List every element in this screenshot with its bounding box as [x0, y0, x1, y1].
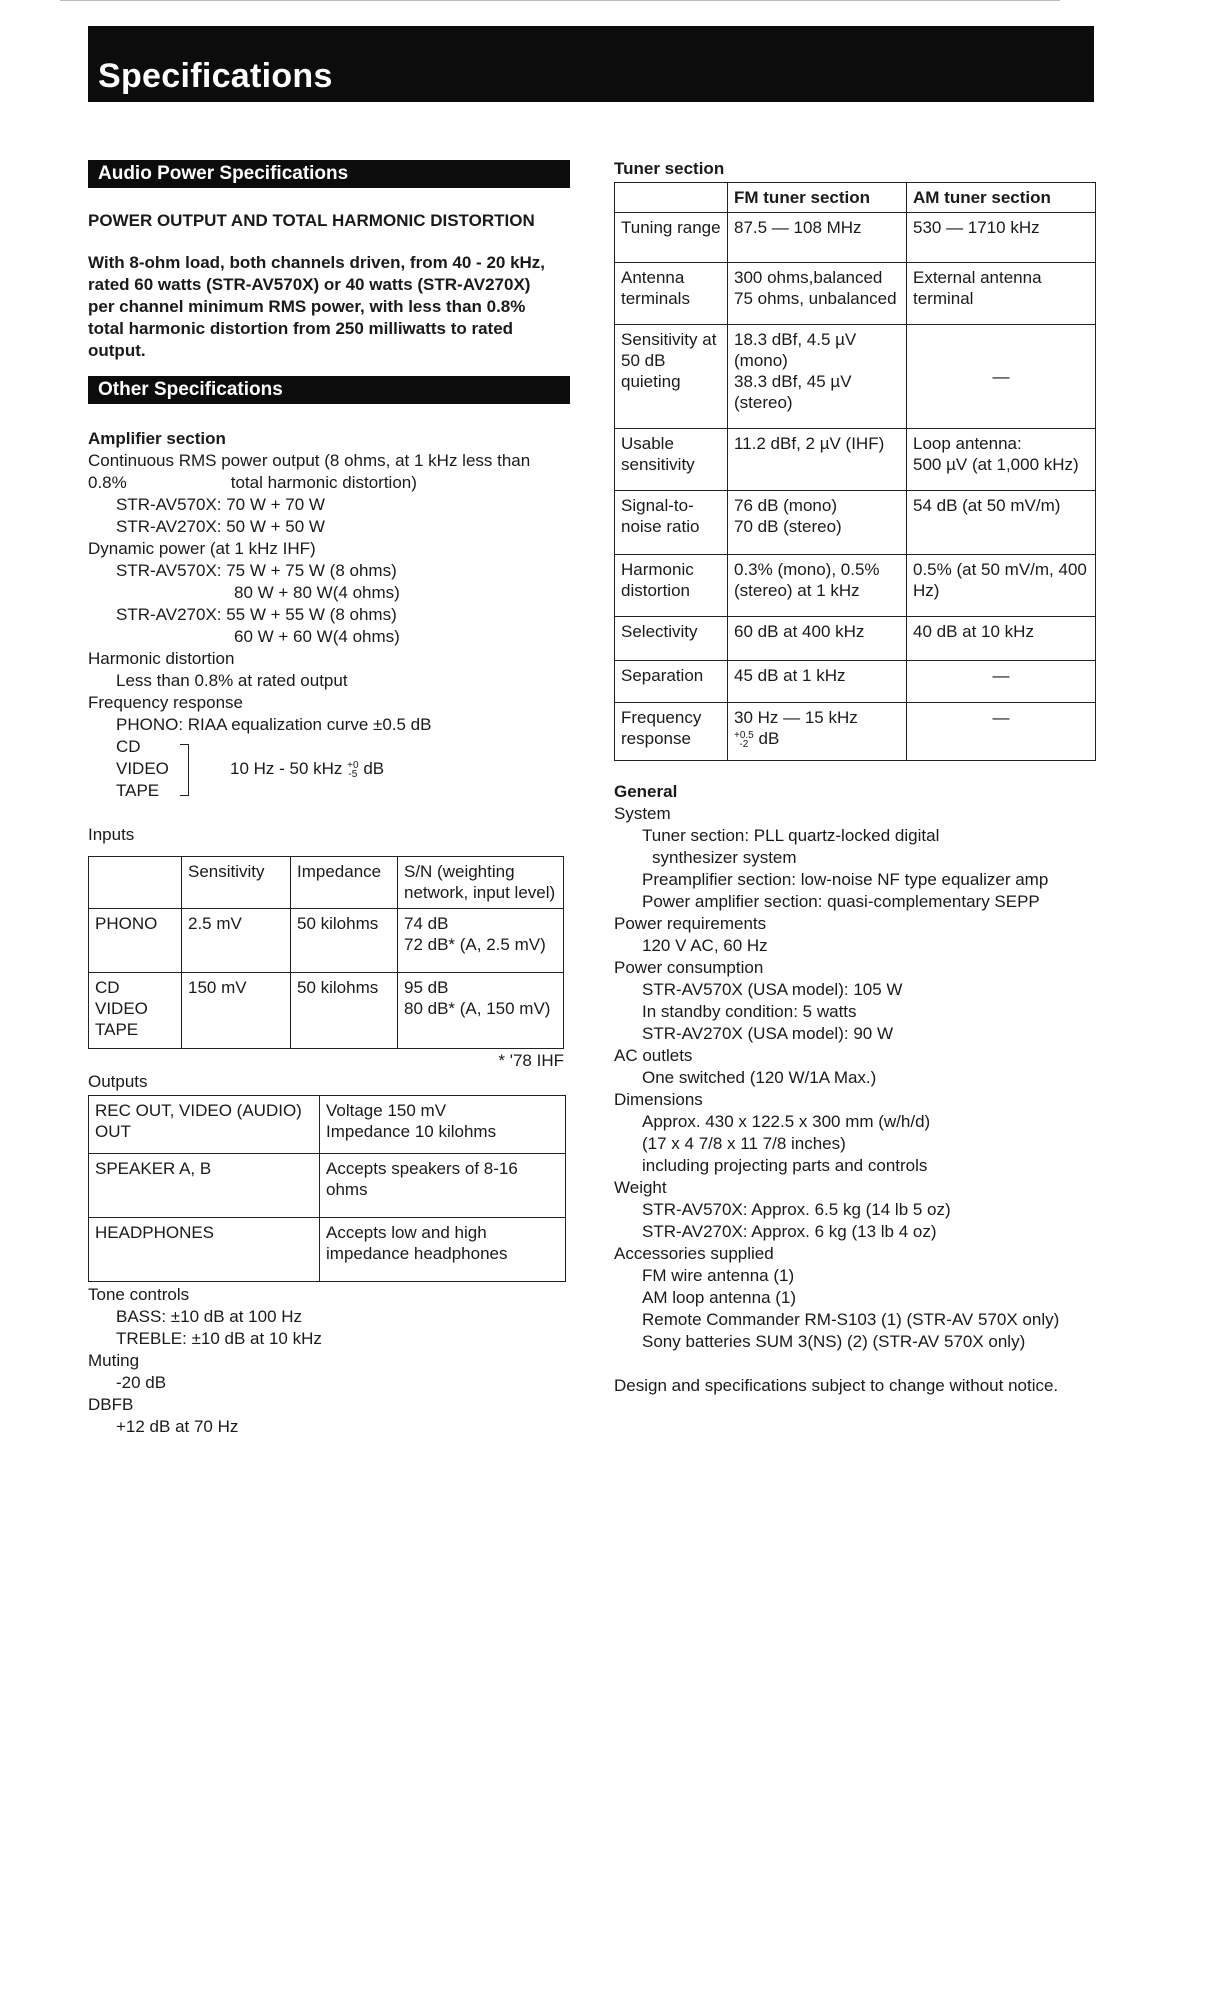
table-cell: Loop antenna: 500 µV (at 1,000 kHz): [907, 429, 1096, 491]
table-cell: —: [907, 703, 1096, 761]
top-rule: [60, 0, 1060, 1]
table-row: [615, 263, 1096, 325]
table-header: [89, 857, 182, 909]
spec-line: Less than 0.8% at rated output: [116, 671, 348, 690]
table-cell: 11.2 dBf, 2 µV (IHF): [728, 429, 907, 491]
table-row: [89, 973, 564, 1049]
table-header: S/N (weighting network, input level): [398, 857, 564, 909]
freq-response-group: [88, 736, 570, 804]
spec-line: System: [614, 804, 671, 823]
audio-power-bar: Audio Power Specifications: [88, 160, 570, 188]
spec-line: STR-AV570X: Approx. 6.5 kg (14 lb 5 oz): [642, 1200, 951, 1219]
spec-line: 60 W + 60 W(4 ohms): [234, 627, 400, 646]
table-cell: 18.3 dBf, 4.5 µV (mono) 38.3 dBf, 45 µV (stereo): [728, 325, 907, 429]
table-row: [89, 1154, 566, 1218]
table-cell: 87.5 — 108 MHz: [728, 213, 907, 263]
table-cell: Accepts speakers of 8-16 ohms: [320, 1154, 566, 1218]
table-cell: Selectivity: [615, 617, 728, 661]
spec-line: -20 dB: [116, 1373, 167, 1392]
spec-text: VIDEO: [116, 759, 169, 778]
spec-line: STR-AV570X: 70 W + 70 W: [116, 495, 325, 514]
spec-line: including projecting parts and controls: [642, 1156, 928, 1175]
table-cell: CD VIDEO TAPE: [89, 973, 182, 1049]
table-row: [615, 617, 1096, 661]
spec-line: Muting: [88, 1351, 140, 1370]
cell-line: 30 Hz — 15 kHz: [734, 708, 858, 727]
tolerance-plus: +0: [347, 759, 359, 771]
spec-line: Dynamic power (at 1 kHz IHF): [88, 539, 316, 558]
table-cell: REC OUT, VIDEO (AUDIO) OUT: [89, 1096, 320, 1154]
spec-line: Preamplifier section: low-noise NF type equalizer amp: [642, 870, 1049, 889]
table-cell: 45 dB at 1 kHz: [728, 661, 907, 703]
spec-line: STR-AV270X: Approx. 6 kg (13 lb 4 oz): [642, 1222, 937, 1241]
cell-line: 74 dB: [404, 914, 449, 933]
page-title: Specifications: [98, 57, 333, 95]
tolerance-minus: -2: [739, 738, 749, 750]
spec-line: Continuous RMS power output (8 ohms, at 1 kHz less than: [88, 451, 531, 470]
spec-line: In standby condition: 5 watts: [642, 1002, 857, 1021]
table-cell: 0.3% (mono), 0.5% (stereo) at 1 kHz: [728, 555, 907, 617]
spec-line: Remote Commander RM-S103 (1) (STR-AV 570X only): [642, 1310, 1060, 1329]
table-cell: 60 dB at 400 kHz: [728, 617, 907, 661]
spec-line: Dimensions: [614, 1090, 703, 1109]
spec-line: STR-AV570X: 75 W + 75 W (8 ohms): [116, 561, 397, 580]
table-header-row: [615, 183, 1096, 213]
table-cell: 50 kilohms: [291, 909, 398, 973]
table-cell: Tuning range: [615, 213, 728, 263]
table-header: AM tuner section: [907, 183, 1096, 213]
table-cell: 40 dB at 10 kHz: [907, 617, 1096, 661]
spec-line: Harmonic distortion: [88, 649, 235, 668]
spec-line: Tuner section: PLL quartz-locked digital: [642, 826, 940, 845]
spec-line: Power requirements: [614, 914, 767, 933]
spec-line: Accessories supplied: [614, 1244, 774, 1263]
table-cell: PHONO: [89, 909, 182, 973]
table-cell: SPEAKER A, B: [89, 1154, 320, 1218]
table-header-row: [89, 857, 564, 909]
table-cell: Harmonic distortion: [615, 555, 728, 617]
spec-text: dB: [758, 729, 780, 748]
outputs-table: [88, 1095, 566, 1282]
spec-line: BASS: ±10 dB at 100 Hz: [116, 1307, 303, 1326]
spec-line: Power amplifier section: quasi-complementary SEPP: [642, 892, 1040, 911]
spec-line: synthesizer system: [652, 848, 797, 867]
table-cell: 76 dB (mono) 70 dB (stereo): [728, 491, 907, 555]
right-column: [614, 158, 1096, 1397]
table-cell: 50 kilohms: [291, 973, 398, 1049]
spec-line: Weight: [614, 1178, 667, 1197]
table-cell: [398, 909, 564, 973]
spec-text: TAPE: [116, 781, 160, 800]
table-row: [615, 661, 1096, 703]
left-column: [88, 160, 570, 1438]
spec-line: Approx. 430 x 122.5 x 300 mm (w/h/d): [642, 1112, 931, 1131]
table-row: [615, 325, 1096, 429]
spec-line: DBFB: [88, 1395, 134, 1414]
spec-line: +12 dB at 70 Hz: [116, 1417, 239, 1436]
tolerance-minus: -5: [348, 768, 358, 780]
spec-text: CD: [116, 737, 141, 756]
table-cell: Antenna terminals: [615, 263, 728, 325]
other-specs-bar: Other Specifications: [88, 376, 570, 404]
tuner-table: [614, 182, 1096, 761]
table-header: FM tuner section: [728, 183, 907, 213]
table-cell: 150 mV: [182, 973, 291, 1049]
spec-line: (17 x 4 7/8 x 11 7/8 inches): [642, 1134, 846, 1153]
table-header: Sensitivity: [182, 857, 291, 909]
tolerance: [347, 761, 358, 779]
spec-line: STR-AV270X (USA model): 90 W: [642, 1024, 893, 1043]
audio-power-text: With 8-ohm load, both channels driven, from 40 - 20 kHz, rated 60 watts (STR-AV570X) or 40 watts (STR-AV270X) per channel minimum RMS power, with less than 0.8% total harmonic distortion from 250 milliwatts to rated output.: [88, 253, 546, 360]
table-cell: Accepts low and high impedance headphones: [320, 1218, 566, 1282]
tolerance: [734, 731, 754, 749]
spec-line: AM loop antenna (1): [642, 1288, 797, 1307]
spec-text: dB: [363, 759, 385, 778]
inputs-footnote: * '78 IHF: [498, 1051, 564, 1070]
cell-line: 72 dB* (A, 2.5 mV): [404, 935, 546, 954]
table-row: [89, 1218, 566, 1282]
spec-line: 120 V AC, 60 Hz: [642, 936, 768, 955]
table-cell: [728, 703, 907, 761]
spec-text: total harmonic distortion): [230, 473, 417, 492]
spec-text: 10 Hz - 50 kHz: [230, 759, 343, 778]
table-cell: Voltage 150 mV Impedance 10 kilohms: [320, 1096, 566, 1154]
table-cell: Sensitivity at 50 dB quieting: [615, 325, 728, 429]
spec-line: Tone controls: [88, 1285, 190, 1304]
spec-line: Frequency response: [88, 693, 243, 712]
table-cell: 54 dB (at 50 mV/m): [907, 491, 1096, 555]
spec-line: STR-AV570X (USA model): 105 W: [642, 980, 903, 999]
table-row: [615, 555, 1096, 617]
general-heading: General: [614, 782, 678, 801]
spec-line: One switched (120 W/1A Max.): [642, 1068, 877, 1087]
audio-power-heading: POWER OUTPUT AND TOTAL HARMONIC DISTORTION: [88, 211, 535, 230]
table-cell: Usable sensitivity: [615, 429, 728, 491]
table-row: [615, 429, 1096, 491]
table-cell: —: [907, 661, 1096, 703]
table-cell: 0.5% (at 50 mV/m, 400 Hz): [907, 555, 1096, 617]
spec-line: TREBLE: ±10 dB at 10 kHz: [116, 1329, 322, 1348]
spec-line: Power consumption: [614, 958, 764, 977]
table-row: [615, 213, 1096, 263]
spec-line: AC outlets: [614, 1046, 693, 1065]
table-header: [615, 183, 728, 213]
table-cell: Separation: [615, 661, 728, 703]
inputs-table: [88, 856, 564, 1049]
spec-line: STR-AV270X: 50 W + 50 W: [116, 517, 325, 536]
spec-line: [88, 472, 570, 494]
spec-line: 80 W + 80 W(4 ohms): [234, 583, 400, 602]
table-row: [89, 1096, 566, 1154]
spec-text: 0.8%: [88, 473, 127, 492]
notice: Design and specifications subject to change without notice.: [614, 1376, 1059, 1395]
table-row: [615, 703, 1096, 761]
tolerance-plus: +0.5: [734, 729, 754, 741]
tuner-heading: Tuner section: [614, 159, 725, 178]
spec-line: PHONO: RIAA equalization curve ±0.5 dB: [116, 715, 432, 734]
table-row: [89, 909, 564, 973]
table-cell: 530 — 1710 kHz: [907, 213, 1096, 263]
table-cell: —: [907, 325, 1096, 429]
spec-line: FM wire antenna (1): [642, 1266, 795, 1285]
header-bar: [88, 26, 1094, 102]
table-cell: Frequency response: [615, 703, 728, 761]
amplifier-heading: Amplifier section: [88, 429, 226, 448]
table-header: Impedance: [291, 857, 398, 909]
table-cell: 300 ohms,balanced 75 ohms, unbalanced: [728, 263, 907, 325]
spec-line: Sony batteries SUM 3(NS) (2) (STR-AV 570X only): [642, 1332, 1026, 1351]
spec-line: STR-AV270X: 55 W + 55 W (8 ohms): [116, 605, 397, 624]
outputs-label: Outputs: [88, 1072, 148, 1091]
freq-value: [230, 758, 384, 780]
brace-icon: [180, 744, 189, 796]
table-row: [615, 491, 1096, 555]
table-cell: [398, 973, 564, 1049]
table-cell: External antenna terminal: [907, 263, 1096, 325]
cell-line: [734, 728, 900, 749]
table-cell: Signal-to-noise ratio: [615, 491, 728, 555]
cell-line: 80 dB* (A, 150 mV): [404, 999, 551, 1018]
table-cell: 2.5 mV: [182, 909, 291, 973]
table-cell: HEADPHONES: [89, 1218, 320, 1282]
cell-line: 95 dB: [404, 978, 449, 997]
inputs-label: Inputs: [88, 825, 135, 844]
